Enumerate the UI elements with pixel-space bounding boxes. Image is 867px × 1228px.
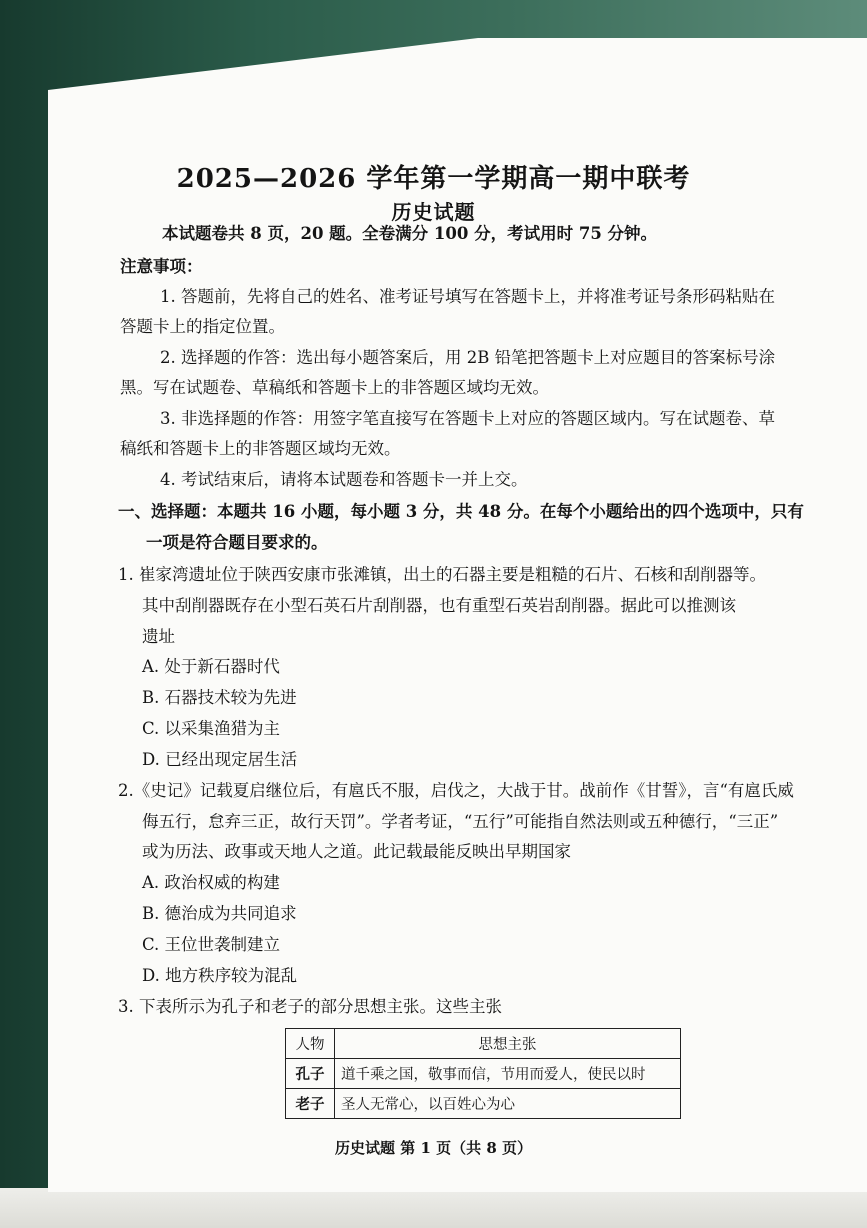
question-stem: 1. 崔家湾遗址位于陕西安康市张滩镇，出土的石器主要是粗糙的石片、石核和刮削器等。 xyxy=(118,565,766,584)
question-option: A. 处于新石器时代 xyxy=(142,657,280,676)
notice-line: 2. 选择题的作答：选出每小题答案后，用 2B 铅笔把答题卡上对应题目的答案标号涂 xyxy=(160,348,776,367)
desk-bottom xyxy=(0,1188,867,1228)
table-cell: 圣人无常心，以百姓心为心 xyxy=(335,1089,681,1119)
table-cell: 道千乘之国，敬事而信，节用而爱人，使民以时 xyxy=(335,1059,681,1089)
question-option: A. 政治权威的构建 xyxy=(142,873,280,892)
question-stem: 2.《史记》记载夏启继位后，有扈氏不服，启伐之，大战于甘。战前作《甘誓》，言“有扈氏威 xyxy=(118,781,794,800)
notice-line: 4. 考试结束后，请将本试题卷和答题卡一并上交。 xyxy=(160,470,528,489)
table-row xyxy=(286,1059,681,1089)
question-stem: 3. 下表所示为孔子和老子的部分思想主张。这些主张 xyxy=(118,997,502,1016)
question-stem: 其中刮削器既存在小型石英石片刮削器，也有重型石英岩刮削器。据此可以推测该 xyxy=(142,596,736,615)
exam-subtitle: 历史试题 xyxy=(391,200,476,224)
notice-heading: 注意事项： xyxy=(120,257,203,276)
table-header: 人物 xyxy=(286,1029,335,1059)
notice-line: 答题卡上的指定位置。 xyxy=(120,317,285,336)
notice-line: 黑。写在试题卷、草稿纸和答题卡上的非答题区域均无效。 xyxy=(120,378,549,397)
question-option: D. 地方秩序较为混乱 xyxy=(142,966,298,985)
question-option: C. 王位世袭制建立 xyxy=(142,935,281,954)
question-stem: 遗址 xyxy=(142,627,175,646)
exam-title: 2025—2026 学年第一学期高一期中联考 xyxy=(176,164,691,194)
table-cell: 孔子 xyxy=(286,1059,335,1089)
notice-line: 稿纸和答题卡上的非答题区域均无效。 xyxy=(120,439,401,458)
question-option: D. 已经出现定居生活 xyxy=(142,750,298,769)
table-header-row xyxy=(286,1029,681,1059)
question-option: B. 德治成为共同追求 xyxy=(142,904,297,923)
table-row xyxy=(286,1089,681,1119)
page-footer: 历史试题 第 1 页（共 8 页） xyxy=(335,1139,532,1157)
table-cell: 老子 xyxy=(286,1089,335,1119)
question-option: C. 以采集渔猎为主 xyxy=(142,719,281,738)
question-option: B. 石器技术较为先进 xyxy=(142,688,297,707)
section-heading: 一、选择题：本题共 16 小题，每小题 3 分，共 48 分。在每个小题给出的四个选项中，只有 xyxy=(118,502,804,521)
section-heading: 一项是符合题目要求的。 xyxy=(146,533,328,552)
thought-table xyxy=(285,1028,681,1119)
notice-line: 3. 非选择题的作答：用签字笔直接写在答题卡上对应的答题区域内。写在试题卷、草 xyxy=(160,409,775,428)
table-header: 思想主张 xyxy=(335,1029,681,1059)
notice-line: 1. 答题前，先将自己的姓名、准考证号填写在答题卡上，并将准考证号条形码粘贴在 xyxy=(160,287,775,306)
question-stem: 侮五行，怠弃三正，故行天罚”。学者考证，“五行”可能指自然法则或五种德行，“三正” xyxy=(142,812,779,831)
question-stem: 或为历法、政事或天地人之道。此记载最能反映出早期国家 xyxy=(142,842,571,861)
exam-info: 本试题卷共 8 页，20 题。全卷满分 100 分，考试用时 75 分钟。 xyxy=(162,224,658,243)
